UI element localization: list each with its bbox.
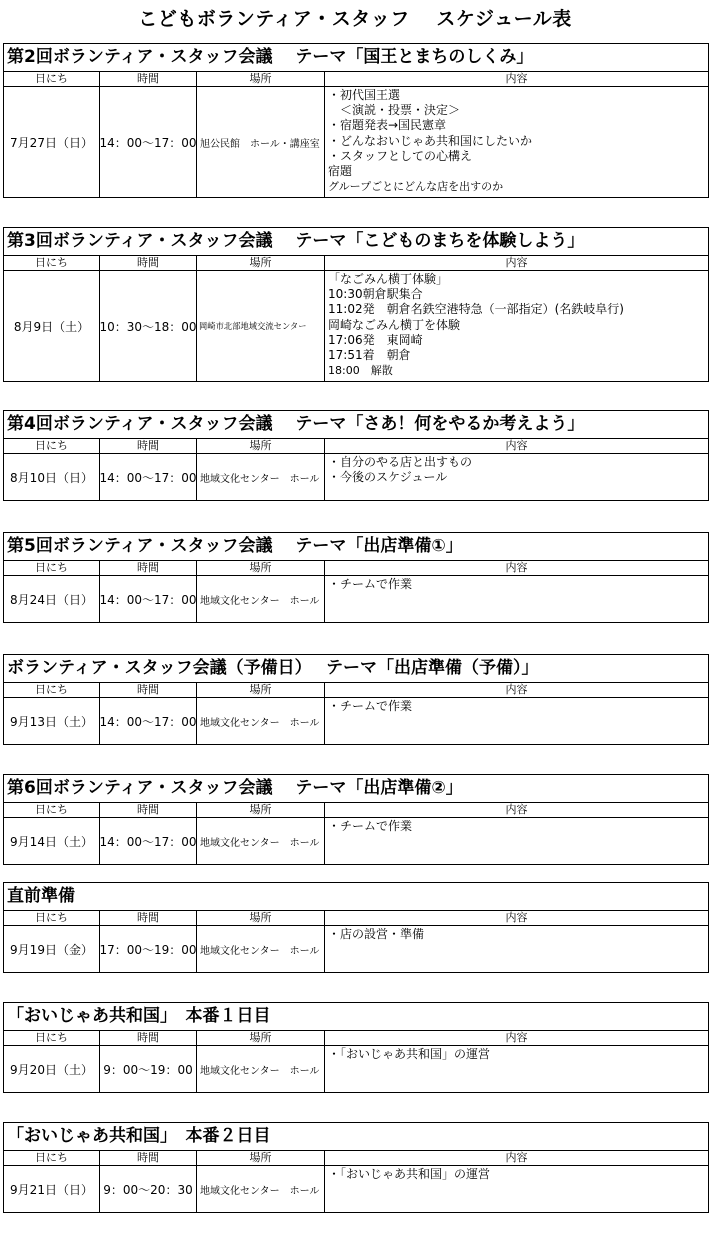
header-content: 内容 [505,1151,528,1164]
session-title: 第3回ボランティア・スタッフ会議 テーマ「こどものまちを体験しよう」 [4,228,708,256]
content-line: ・どんなおいじゃあ共和国にしたいか [328,133,533,148]
session-block [3,43,709,198]
header-place: 場所 [197,911,325,925]
session-block [3,882,709,973]
content-line: グループごとにどんな店を出すのか [328,180,504,194]
header-time: 時間 [100,439,197,453]
content-cell [325,818,708,864]
content-line: ＜演説・投票・決定＞ [328,103,461,118]
time-cell: 14：00～17：00 [100,454,197,500]
header-date: 日にち [4,1031,100,1045]
time-cell: 10：30～18：00 [100,271,197,381]
header-date: 日にち [4,1151,100,1165]
content-line: 「なごみん横丁体験」 [328,272,449,286]
header-date: 日にち [4,256,100,270]
time-cell: 17：00～19：00 [100,926,197,972]
place-cell: 岡崎市北部地域交流センター [197,271,325,381]
header-place: 場所 [197,803,325,817]
content-cell [325,576,708,622]
date-cell: 9月13日（土） [4,698,100,744]
header-content: 内容 [505,803,528,816]
content-cell [325,271,708,381]
session-title: 直前準備 [4,883,708,911]
table-row [4,1166,708,1212]
header-place: 場所 [197,256,325,270]
content-line: ・店の設営・準備 [328,927,425,941]
content-line: 11:02発 朝倉名鉄空港特急（一部指定）(名鉄岐阜行) [328,302,624,317]
session-title: 「おいじゃあ共和国」 本番２日目 [4,1123,708,1151]
header-content: 内容 [505,439,528,452]
content-cell [325,454,708,500]
table-header [4,683,708,698]
content-line: ・今後のスケジュール [328,470,448,485]
table-header [4,72,708,87]
content-line: ・チームで作業 [328,577,413,591]
header-content: 内容 [505,1031,528,1044]
session-block [3,410,709,501]
header-time: 時間 [100,803,197,817]
session-block [3,774,709,865]
table-header [4,439,708,454]
date-cell: 9月20日（土） [4,1046,100,1092]
place-cell: 地域文化センター ホール [197,576,325,622]
header-date: 日にち [4,72,100,86]
header-date: 日にち [4,561,100,575]
place-cell: 地域文化センター ホール [197,818,325,864]
session-title: 第2回ボランティア・スタッフ会議 テーマ「国王とまちのしくみ」 [4,44,708,72]
table-row [4,698,708,744]
header-time: 時間 [100,911,197,925]
date-cell: 9月14日（土） [4,818,100,864]
session-title: ボランティア・スタッフ会議（予備日） テーマ「出店準備（予備）」 [4,655,708,683]
time-cell: 14：00～17：00 [100,576,197,622]
table-row [4,576,708,622]
header-time: 時間 [100,72,197,86]
table-row [4,454,708,500]
table-header [4,561,708,576]
session-title: 「おいじゃあ共和国」 本番１日目 [4,1003,708,1031]
header-time: 時間 [100,683,197,697]
table-header [4,803,708,818]
header-content: 内容 [505,72,528,85]
content-cell [325,926,708,972]
content-line: ・自分のやる店と出すもの [328,455,473,469]
content-cell [325,698,708,744]
header-date: 日にち [4,683,100,697]
page-title: こどもボランティア・スタッフ スケジュール表 [138,8,572,30]
content-line: ・宿題発表→国民憲章 [328,118,447,133]
content-line: ・チームで作業 [328,819,413,833]
header-date: 日にち [4,911,100,925]
table-header [4,1151,708,1166]
date-cell: 7月27日（日） [4,87,100,197]
table-row [4,87,708,197]
header-place: 場所 [197,561,325,575]
time-cell: 14：00～17：00 [100,87,197,197]
table-row [4,1046,708,1092]
content-line: 10:30朝倉駅集合 [328,287,423,302]
content-line: ・初代国王選 [328,88,401,102]
content-line: ・チームで作業 [328,699,413,713]
content-cell [325,87,708,197]
header-time: 時間 [100,256,197,270]
place-cell: 地域文化センター ホール [197,454,325,500]
date-cell: 9月19日（金） [4,926,100,972]
time-cell: 14：00～17：00 [100,698,197,744]
date-cell: 8月10日（日） [4,454,100,500]
date-cell: 9月21日（日） [4,1166,100,1212]
content-cell [325,1166,708,1212]
content-cell [325,1046,708,1092]
header-place: 場所 [197,72,325,86]
header-place: 場所 [197,1031,325,1045]
session-block [3,654,709,745]
header-content: 内容 [505,561,528,574]
header-date: 日にち [4,803,100,817]
header-time: 時間 [100,561,197,575]
header-place: 場所 [197,683,325,697]
time-cell: 9：00～19：00 [100,1046,197,1092]
content-line: 岡崎なごみん横丁を体験 [328,317,461,332]
session-block [3,1002,709,1093]
place-cell: 旭公民館 ホール・講座室 [197,87,325,197]
session-title: 第5回ボランティア・スタッフ会議 テーマ「出店準備①」 [4,533,708,561]
place-cell: 地域文化センター ホール [197,1166,325,1212]
time-cell: 14：00～17：00 [100,818,197,864]
session-block [3,227,709,382]
table-header [4,911,708,926]
content-line: 18:00 解散 [328,364,393,378]
date-cell: 8月9日（土） [4,271,100,381]
table-header [4,256,708,271]
table-header [4,1031,708,1046]
header-date: 日にち [4,439,100,453]
session-title: 第6回ボランティア・スタッフ会議 テーマ「出店準備②」 [4,775,708,803]
session-block [3,1122,709,1213]
table-row [4,271,708,381]
content-line: 宿題 [328,164,353,179]
content-line: 17:06発 東岡崎 [328,332,423,347]
date-cell: 8月24日（日） [4,576,100,622]
content-line: 17:51着 朝倉 [328,348,411,363]
header-content: 内容 [505,911,528,924]
content-line: ・「おいじゃあ共和国」の運営 [328,1167,491,1181]
header-place: 場所 [197,439,325,453]
time-cell: 9：00～20：30 [100,1166,197,1212]
place-cell: 地域文化センター ホール [197,698,325,744]
session-title: 第4回ボランティア・スタッフ会議 テーマ「さあ！何をやるか考えよう」 [4,411,708,439]
header-time: 時間 [100,1031,197,1045]
header-content: 内容 [505,683,528,696]
content-line: ・スタッフとしての心構え [328,148,473,163]
place-cell: 地域文化センター ホール [197,926,325,972]
table-row [4,926,708,972]
header-place: 場所 [197,1151,325,1165]
session-block [3,532,709,623]
place-cell: 地域文化センター ホール [197,1046,325,1092]
header-content: 内容 [505,256,528,269]
content-line: ・「おいじゃあ共和国」の運営 [328,1047,491,1061]
header-time: 時間 [100,1151,197,1165]
table-row [4,818,708,864]
